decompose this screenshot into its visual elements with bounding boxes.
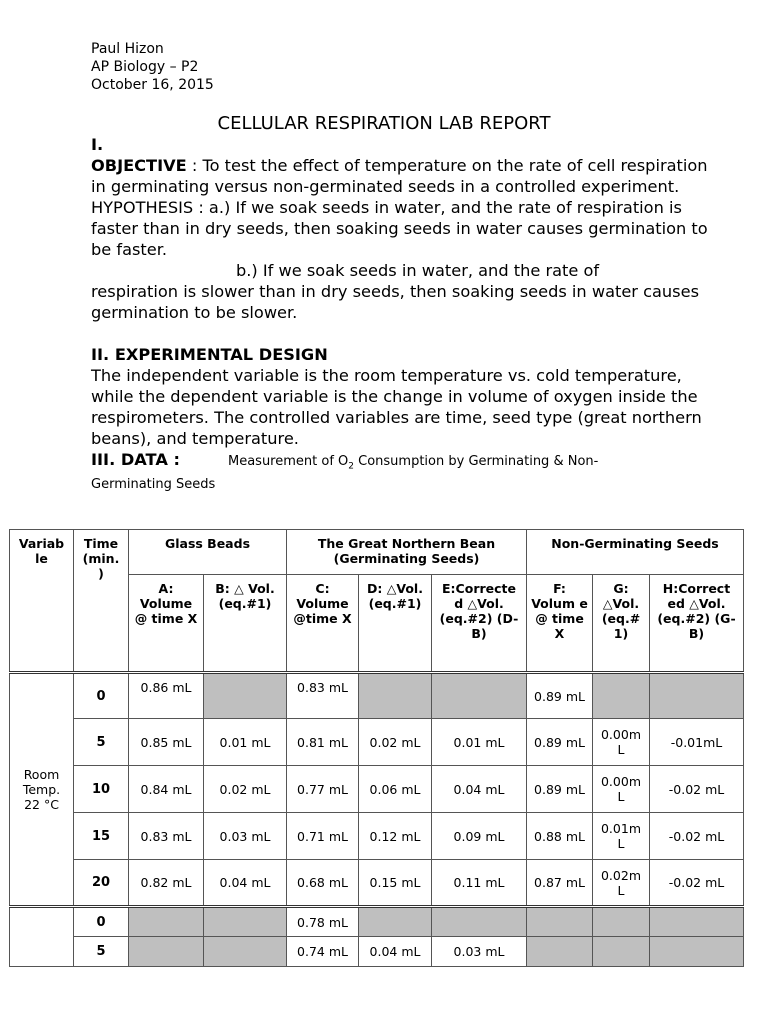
objective-label: OBJECTIVE [91,156,187,175]
condition-cold-temp [10,907,74,967]
hypothesis-b-first: b.) If we soak seeds in water, and the rate of [236,261,600,280]
data-table [9,529,744,967]
sub-header-c: C: Volume @time X [287,575,359,673]
condition-room-temp: Room Temp. 22 °C [10,673,74,907]
sub-header-f: F: Volum e @ time X [527,575,593,673]
table-row: 0 0.78 mL [10,907,744,937]
sub-header-b: B: △ Vol. (eq.#1) [204,575,287,673]
hypothesis-a: HYPOTHESIS : a.) If we soak seeds in water, and the rate of respiration is faster than in dry seeds, then soaking seeds in water causes germination to be faster. [91,198,708,259]
report-title: CELLULAR RESPIRATION LAB REPORT [217,113,551,134]
sub-header-e: E:Correcte d △Vol. (eq.#2) (D-B) [432,575,527,673]
report-date: October 16, 2015 [91,77,214,93]
section1-heading: I. [91,135,104,154]
data-caption: Measurement of $O_2$ Consumption by Germinating & Non- [227,454,599,472]
sub-header-h: H:Correct ed △Vol. (eq.#2) (G-B) [650,575,744,673]
design-paragraph: The independent variable is the room temperature vs. cold temperature, while the dependent variable is the change in volume of oxygen inside the respirometers. The controlled variables are time, seed type (great northern beans), and temperature. [91,366,702,448]
data-caption-line2: Germinating Seeds [91,476,216,492]
group-germinating: The Great Northern Bean (Germinating Seeds) [287,530,527,575]
group-glass-beads: Glass Beads [129,530,287,575]
section2-heading: II. EXPERIMENTAL DESIGN [91,345,328,364]
sub-header-d: D: △Vol. (eq.#1) [359,575,432,673]
table-row: 5 0.74 mL 0.04 mL 0.03 mL [10,937,744,967]
objective-text: : To test the effect of temperature on the rate of cell respiration in germinating versus non-germinated seeds in a controlled experiment. [91,156,708,196]
hypothesis-b-rest: respiration is slower than in dry seeds, then soaking seeds in water causes germination to be slower. [91,282,700,322]
report-body [91,134,711,492]
objective-paragraph [91,155,711,197]
group-non-germinating: Non-Germinating Seeds [527,530,744,575]
table-row: 20 0.82 mL 0.04 mL 0.68 mL 0.15 mL 0.11 mL 0.87 mL 0.02m L -0.02 mL [10,860,744,907]
table-row: Room Temp. 22 °C 0 0.86 mL 0.83 mL 0.89 mL [10,673,744,719]
table-row: 10 0.84 mL 0.02 mL 0.77 mL 0.06 mL 0.04 mL 0.89 mL 0.00m L -0.02 mL [10,766,744,813]
table-row: 15 0.83 mL 0.03 mL 0.71 mL 0.12 mL 0.09 mL 0.88 mL 0.01m L -0.02 mL [10,813,744,860]
author-name: Paul Hizon [91,41,164,57]
col-variable: Variab le [10,530,74,673]
data-heading-line: III. DATA : Measurement of $O_2$ Consumption by Germinating & Non- [91,450,599,472]
course-name: AP Biology – P2 [91,59,199,75]
table-row: 5 0.85 mL 0.01 mL 0.81 mL 0.02 mL 0.01 mL 0.89 mL 0.00m L -0.01mL [10,719,744,766]
sub-header-g: G: △Vol. (eq.# 1) [593,575,650,673]
section3-heading: III. DATA [91,450,168,469]
sub-header-a: A: Volume @ time X [129,575,204,673]
col-time: Time (min. ) [74,530,129,673]
header-block [91,40,214,94]
